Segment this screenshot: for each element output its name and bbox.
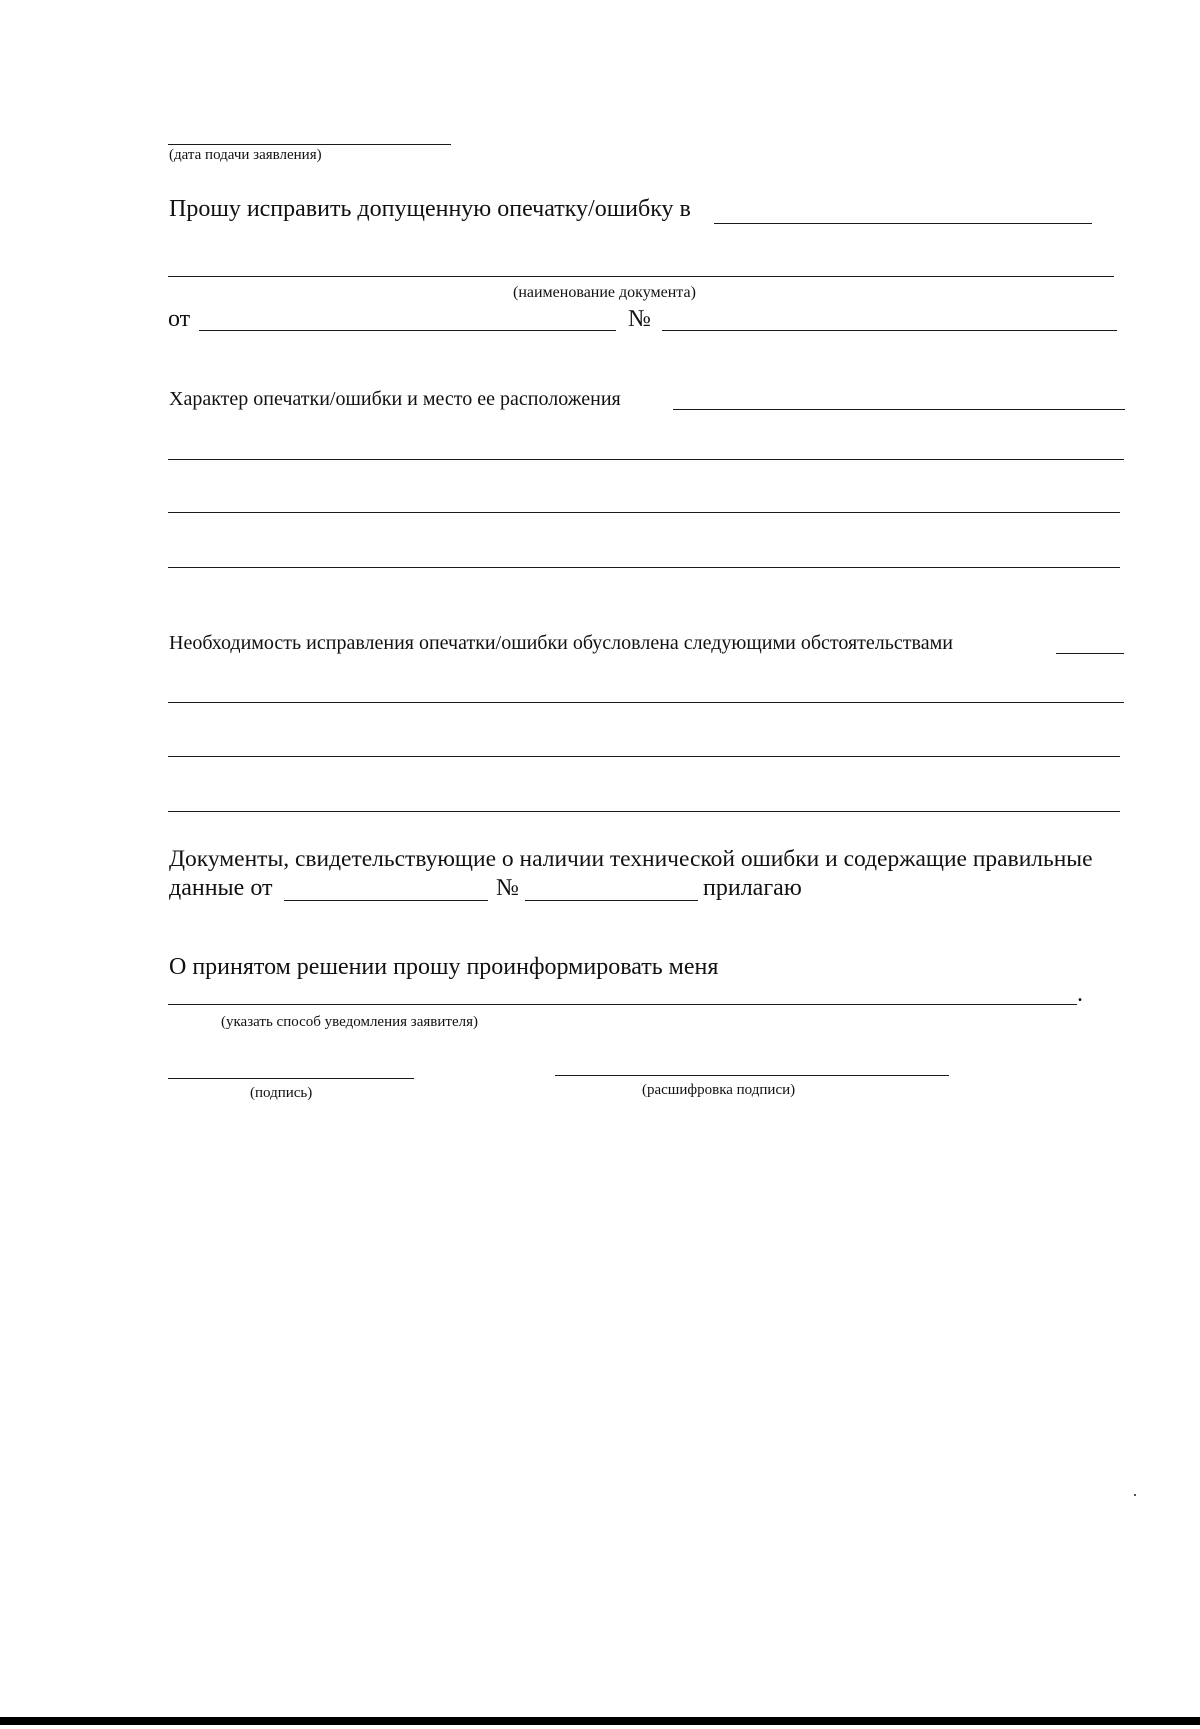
attachments-number-label: № — [496, 875, 519, 901]
error-nature-label: Характер опечатки/ошибки и место ее расположения — [169, 388, 621, 410]
notification-caption: (указать способ уведомления заявителя) — [221, 1014, 478, 1030]
date-field-line[interactable] — [168, 144, 451, 145]
document-name-field-line[interactable] — [168, 276, 1114, 277]
document-date-field-line[interactable] — [199, 330, 616, 331]
number-label: № — [628, 306, 651, 332]
attachments-text: Документы, свидетельствующие о наличии технической ошибки и содержащие правильные — [169, 846, 1093, 872]
from-label: от — [168, 306, 191, 332]
scan-bottom-edge — [0, 1717, 1200, 1725]
scan-speck — [1134, 1494, 1136, 1496]
notification-field-line[interactable] — [168, 1004, 1077, 1005]
attachments-attach-label: прилагаю — [703, 875, 802, 901]
document-number-field-line[interactable] — [662, 330, 1117, 331]
circumstances-field-line-1[interactable] — [1056, 653, 1124, 654]
circumstances-field-line-4[interactable] — [168, 811, 1120, 812]
signature-decoding-caption: (расшифровка подписи) — [642, 1082, 796, 1098]
error-nature-field-line-2[interactable] — [168, 459, 1124, 460]
error-nature-field-line-1[interactable] — [673, 409, 1125, 410]
signature-decoding-field-line[interactable] — [555, 1075, 949, 1076]
document-name-caption: (наименование документа) — [513, 284, 696, 301]
signature-field-line[interactable] — [168, 1078, 414, 1079]
circumstances-label: Необходимость исправления опечатки/ошибки обусловлена следующими обстоятельствами — [169, 632, 953, 654]
request-document-field-line[interactable] — [714, 223, 1092, 224]
error-nature-field-line-3[interactable] — [168, 512, 1120, 513]
notification-label: О принятом решении прошу проинформировать меня — [169, 954, 719, 980]
circumstances-field-line-3[interactable] — [168, 756, 1120, 757]
notification-end-mark: . — [1077, 981, 1083, 1007]
attachments-date-field-line[interactable] — [284, 900, 488, 901]
request-text: Прошу исправить допущенную опечатку/ошибку в — [169, 196, 691, 222]
date-caption: (дата подачи заявления) — [169, 147, 322, 163]
attachments-data-from-label: данные от — [169, 875, 273, 901]
signature-caption: (подпись) — [250, 1085, 313, 1101]
attachments-number-field-line[interactable] — [525, 900, 698, 901]
error-nature-field-line-4[interactable] — [168, 567, 1120, 568]
circumstances-field-line-2[interactable] — [168, 702, 1124, 703]
